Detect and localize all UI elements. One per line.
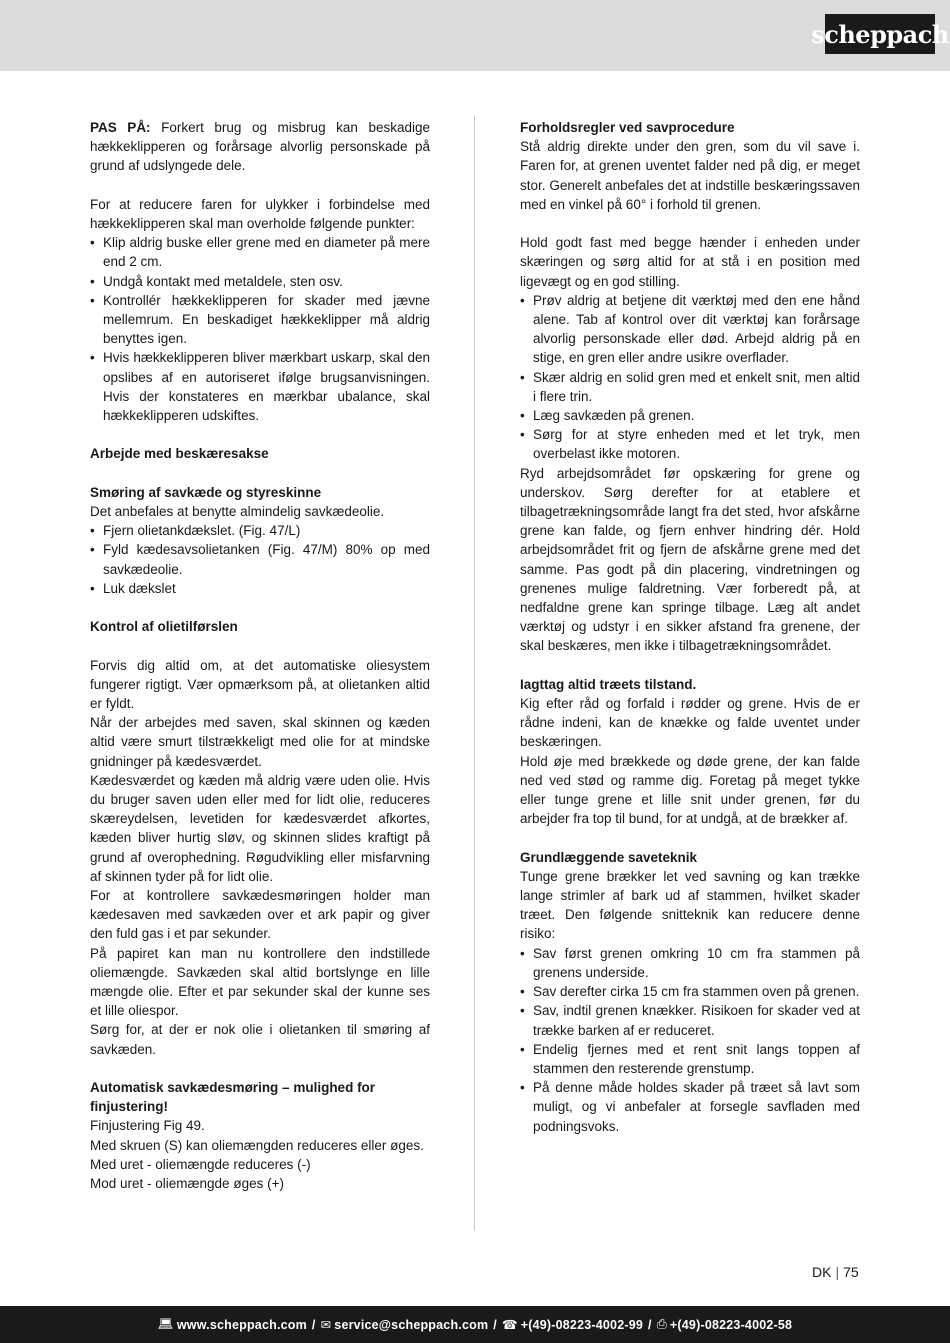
telephone-icon: ☎︎ — [501, 1318, 518, 1332]
footer-separator: / — [311, 1317, 316, 1332]
section-heading: Forholdsregler ved savprocedure — [520, 120, 735, 135]
paragraph: Tunge grene brækker let ved savning og kan trække lange strimler af bark ud af stammen, hvilket skader træet. Den følgende snitteknik kan reducere denne risiko: — [520, 868, 860, 942]
spacer — [90, 425, 430, 444]
list-item: • Endelig fjernes med et rent snit langs toppen af stammen den resterende grenstump. — [520, 1040, 860, 1078]
list-item: • Kontrollér hækkeklipperen for skader med jævne mellemrum. En beskadiget hækkeklipper må aldrig benyttes igen. — [90, 291, 430, 349]
page-number-separator: | — [835, 1264, 840, 1280]
section-heading: Arbejde med beskæresakse — [90, 446, 269, 462]
list-item: • Sav, indtil grenen knækker. Risikoen for skader ved at trække barken af er reduceret. — [520, 1001, 860, 1039]
footer-email[interactable]: service@scheppach.com — [334, 1317, 489, 1332]
bullet-list — [90, 521, 430, 598]
list-item: • Fjern olietankdækslet. (Fig. 47/L) — [90, 521, 430, 540]
paragraph: Ryd arbejdsområdet før opskæring for grene og underskov. Sørg derefter for at etablere et tilbagetrækningsområde langt fra det sted, hvor afskårne grene kan falde, og fjern enhver hindring dér. Hold arbejdsområdet frit og fjern de afskårne grene med det samme. Pas godt på din placering, vindretningen og grenenes mulige faldretning. Vær forberedt på, at nedfaldne grene kan springe tilbage. Læg alt andet værktøj og udstyr i en sikker afstand fra grenene, der skal beskæres, men ikke i tilbagetrækningsområdet. — [520, 465, 860, 654]
column-divider — [474, 116, 475, 1230]
section-heading: Kontrol af olietilførslen — [90, 619, 238, 635]
paragraph: Når der arbejdes med saven, skal skinnen og kæden altid være smurt tilstrækkeligt med olie for at mindske gnidninger på kædesværdet. — [90, 715, 430, 769]
list-item: • Læg savkæden på grenen. — [520, 406, 860, 425]
footer-phone[interactable]: +(49)-08223-4002-99 — [520, 1317, 644, 1332]
footer-contact-bar — [0, 1306, 950, 1343]
page-number — [812, 1264, 859, 1280]
list-item: • Sav derefter cirka 15 cm fra stammen oven på grenen. — [520, 982, 860, 1001]
footer-fax: +(49)-08223-4002-58 — [669, 1317, 793, 1332]
paragraph: Finjustering Fig 49. — [90, 1118, 205, 1134]
paragraph: Stå aldrig direkte under den gren, som du vil save i. Faren for, at grenen uventet falder ned på dig, er meget stor. Generelt anbefales det at indstille beskæringssaven med en vinkel på 60° i forhold til grenen. — [520, 139, 860, 212]
list-item: • Prøv aldrig at betjene dit værktøj med den ene hånd alene. Tab af kontrol over dit værktøj kan forårsage alvorlig personskade eller død. Arbejd aldrig på en stige, en gren eller andre usikre overflader. — [520, 291, 860, 368]
header-band — [0, 0, 950, 71]
footer-separator: / — [493, 1317, 497, 1332]
paragraph: For at kontrollere savkædesmøringen holder man kædesaven med savkæden over et ark papir og giver den fuld gas i et par sekunder. — [90, 888, 430, 942]
spacer — [520, 214, 860, 233]
footer-separator: / — [648, 1317, 652, 1332]
footer-web[interactable]: www.scheppach.com — [176, 1317, 307, 1332]
spacer — [90, 598, 430, 617]
page-num: 75 — [843, 1264, 859, 1280]
warning-label: PAS PÅ: — [90, 120, 151, 135]
computer-icon: 💻︎ — [157, 1317, 174, 1331]
fax-icon: ⎙ — [656, 1317, 667, 1331]
list-item: • Luk dækslet — [90, 579, 430, 598]
section-heading: Automatisk savkædesmøring – mulighed for finjustering! — [90, 1080, 376, 1115]
section-heading: Grundlæggende saveteknik — [520, 849, 698, 865]
paragraph: Kædesværdet og kæden må aldrig være uden olie. Hvis du bruger saven uden eller med for lidt olie, reduceres skæreydelsen, levetiden for kædesværdet afkortes, kæden bliver hurtig sløv, og skinnen slides kraftigt på grund af overophedning. Røgudvikling eller misfarvning af skinnen tyder på for lidt olie. — [90, 772, 430, 884]
list-item: • Klip aldrig buske eller grene med en diameter på mere end 2 cm. — [90, 233, 430, 271]
envelope-icon: ✉︎ — [320, 1318, 332, 1332]
paragraph: Med skruen (S) kan oliemængden reduceres eller øges. — [90, 1137, 424, 1153]
paragraph: Sørg for, at der er nok olie i olietanken til smøring af savkæden. — [90, 1022, 430, 1057]
bullet-list — [520, 291, 860, 464]
brand-logo: scheppach — [825, 14, 935, 54]
paragraph: Mod uret - oliemængde øges (+) — [90, 1176, 284, 1192]
paragraph: Kig efter råd og forfald i rødder og grene. Hvis de er rådne indeni, kan de knække og falde uventet under beskæringen. — [520, 696, 860, 750]
left-column — [90, 118, 430, 1193]
warning-text: Forkert brug og misbrug kan beskadige hækkeklipperen og forårsage alvorlig personskade på grund af udslyngede dele. — [90, 120, 430, 174]
list-item: • Sav først grenen omkring 10 cm fra stammen på grenens underside. — [520, 944, 860, 982]
paragraph: På papiret kan man nu kontrollere den indstillede oliemængde. Savkæden skal altid bortslynge en lille mængde olie. Efter et par sekunder skal der kunne ses et lille oliespor. — [90, 945, 430, 1019]
bullet-list — [90, 233, 430, 425]
list-item: • Sørg for at styre enheden med et let tryk, men overbelast ikke motoren. — [520, 425, 860, 463]
right-column — [520, 118, 860, 1136]
paragraph: Med uret - oliemængde reduceres (-) — [90, 1156, 311, 1172]
spacer — [90, 1059, 430, 1078]
list-item: • Undgå kontakt med metaldele, sten osv. — [90, 272, 430, 291]
warning-paragraph — [90, 118, 430, 176]
list-item: • Hvis hækkeklipperen bliver mærkbart uskarp, skal den opslibes af en autoriseret ifølge brugsanvisningen. Hvis der konstateres en mærkbar ubalance, skal hækkeklipperen udskiftes. — [90, 348, 430, 425]
paragraph: Forvis dig altid om, at det automatiske oliesystem fungerer rigtigt. Vær opmærksom på, at olietanken altid er fyldt. — [90, 657, 430, 712]
paragraph: Hold godt fast med begge hænder i enheden under skæringen og sørg altid for at stå i en position med ligevægt og en god stilling. — [520, 235, 860, 289]
list-item: • Skær aldrig en solid gren med et enkelt snit, men altid i flere trin. — [520, 368, 860, 406]
spacer — [520, 656, 860, 675]
page-lang: DK — [812, 1264, 832, 1280]
paragraph: Hold øje med brækkede og døde grene, der kan falde ned ved stød og ramme dig. Foretag på meget tykke eller tunge grene et lille snit under grenen, før du arbejder fra top til bund, for at undgå, at de brækker af. — [520, 753, 860, 827]
spacer — [90, 636, 430, 655]
spacer — [90, 176, 430, 195]
paragraph: Det anbefales at benytte almindelig savkædeolie. — [90, 504, 385, 520]
spacer — [90, 464, 430, 483]
section-heading: Iagttag altid træets tilstand. — [520, 676, 697, 692]
spacer — [520, 828, 860, 847]
section-heading: Smøring af savkæde og styreskinne — [90, 484, 322, 500]
bullet-list — [520, 944, 860, 1136]
list-item: • Fyld kædesavsolietanken (Fig. 47/M) 80% op med savkædeolie. — [90, 540, 430, 578]
paragraph: For at reducere faren for ulykker i forbindelse med hækkeklipperen skal man overholde følgende punkter: — [90, 196, 430, 231]
list-item: • På denne måde holdes skader på træet så lavt som muligt, og vi anbefaler at forsegle savfladen med podningsvoks. — [520, 1078, 860, 1136]
